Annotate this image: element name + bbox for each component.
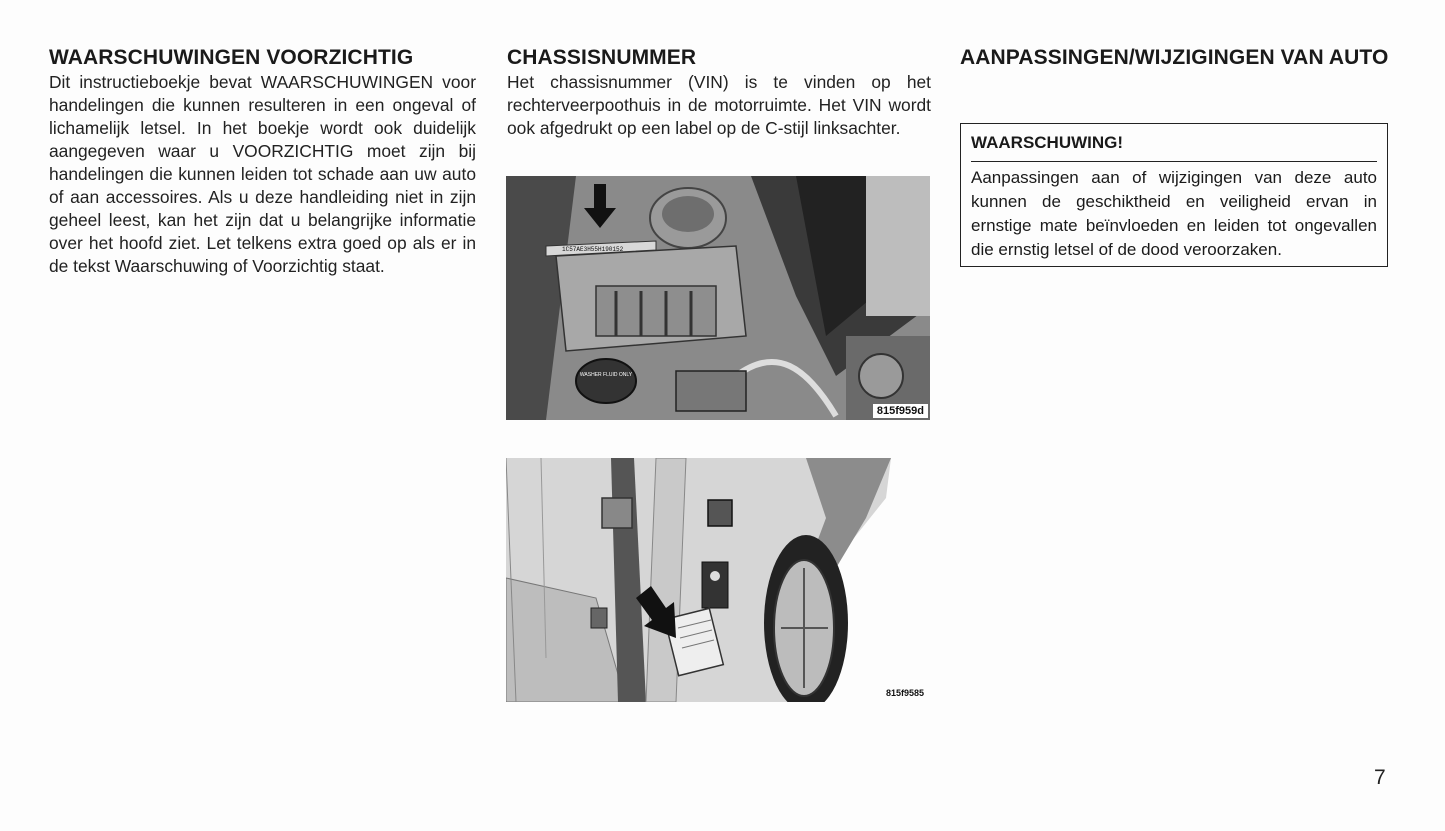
modifications-section	[960, 46, 1390, 70]
warning-text: Aanpassingen aan of wijzigingen van deze auto kunnen de geschiktheid en veiligheid ervan in ernstige mate beïnvloeden en leiden tot ongevallen die ernstig letsel of de dood veroorzaken.	[971, 168, 1377, 259]
warning-box	[960, 123, 1388, 267]
vin-plate-text: 1C57AE3H55H190152	[562, 246, 624, 253]
engine-bay-photo	[506, 176, 930, 420]
section-heading: WAARSCHUWINGEN VOORZICHTIG	[49, 46, 414, 69]
page-number: 7	[1374, 766, 1386, 789]
c-pillar-illustration	[506, 458, 930, 702]
section-body: Het chassisnummer (VIN) is te vinden op het rechterveerpoothuis in de motorruimte. Het VIN wordt ook afgedrukt op een label op de C-stijl linksachter.	[507, 72, 931, 138]
section-body: Dit instructieboekje bevat WAARSCHUWINGEN voor handelingen die kunnen resulteren in een ongeval of lichamelijk letsel. In het boekje wordt ook duidelijk aangegeven waar u VOORZICHTIG moet zijn bij handelingen die kunnen leiden tot schade aan uw auto of aan accessoires. Als u deze handleiding niet in zijn geheel leest, kan het zijn dat u belangrijke informatie over het hoofd ziet. Let telkens extra goed op als er in de tekst Waarschuwing of Voorzichtig staat.	[49, 72, 476, 276]
figure-code: 815f959d	[873, 404, 928, 418]
section-heading: CHASSISNUMMER	[507, 46, 697, 69]
engine-bay-illustration	[506, 176, 930, 420]
warning-title: WAARSCHUWING!	[971, 133, 1124, 152]
warning-divider	[971, 161, 1377, 162]
section-heading: AANPASSINGEN/WIJZIGINGEN VAN AUTO	[960, 46, 1389, 69]
chassis-number-section	[507, 46, 931, 140]
figure-code: 815f9585	[885, 688, 924, 698]
warnings-cautions-section	[49, 46, 476, 278]
c-pillar-label-photo	[506, 458, 930, 702]
reservoir-label: WASHER FLUID ONLY	[579, 372, 633, 378]
